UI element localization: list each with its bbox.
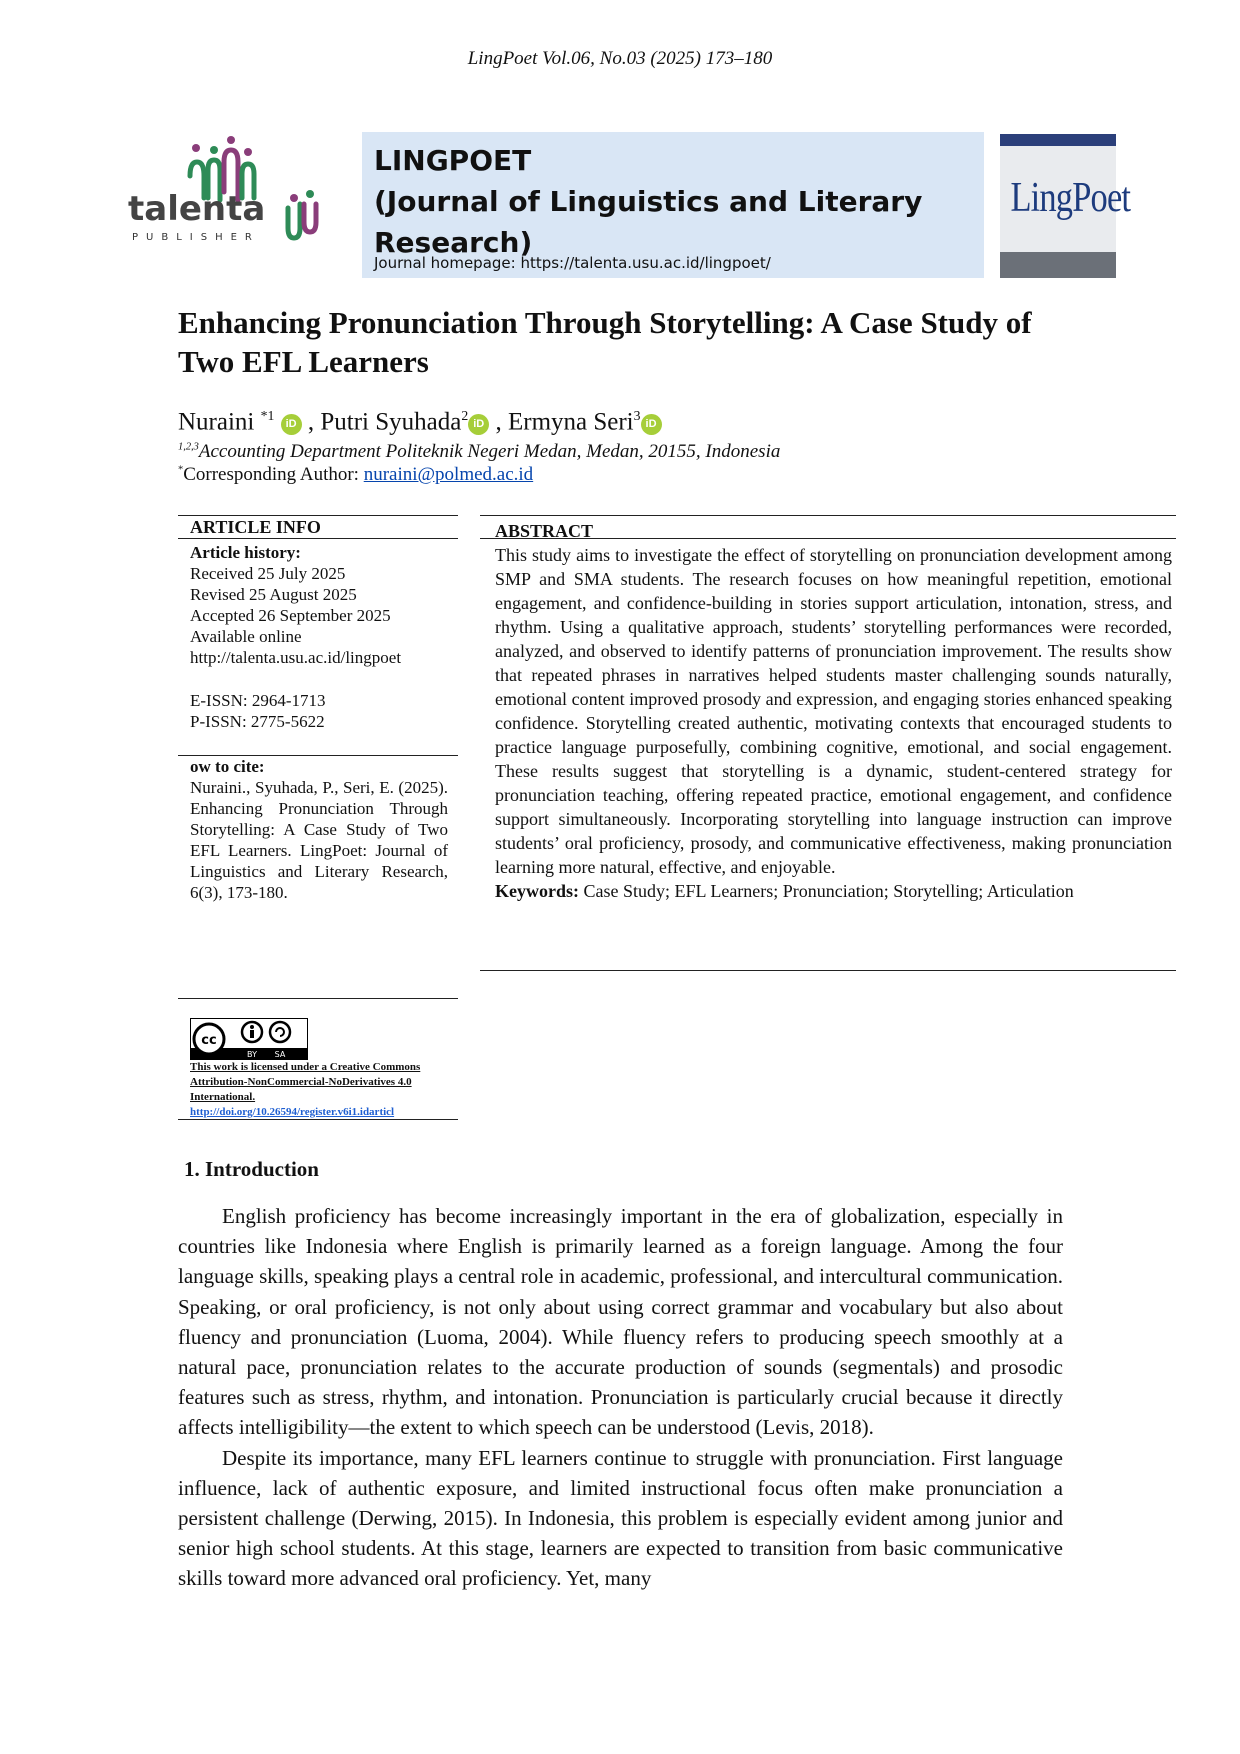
orcid-icon[interactable]: iD xyxy=(281,414,302,435)
license-link[interactable]: This work is licensed under a Creative Commons Attribution-NonCommercial-NoDerivatives 4.0 International. xyxy=(190,1061,421,1103)
author-name: , Putri Syuhada xyxy=(307,408,462,436)
cc-by-sa-icon[interactable] xyxy=(190,1018,308,1060)
orcid-icon[interactable]: iD xyxy=(468,414,489,435)
doi-link[interactable]: http://doi.org/10.26594/register.v6i1.idarticl xyxy=(190,1106,395,1118)
license-block xyxy=(190,1018,438,1120)
publisher-logo xyxy=(128,132,354,252)
divider xyxy=(480,515,1176,516)
journal-name: LINGPOET (Journal of Linguistics and Literary Research) xyxy=(374,144,923,259)
journal-header-band xyxy=(362,132,984,278)
received-date: Received 25 July 2025 xyxy=(190,564,346,583)
available-online: Available online xyxy=(190,627,302,646)
svg-text:SA: SA xyxy=(274,1050,286,1059)
article-info xyxy=(178,517,458,903)
publisher-wordmark: talenta xyxy=(128,189,266,229)
svg-text:BY: BY xyxy=(247,1050,257,1059)
eissn: E-ISSN: 2964-1713 xyxy=(190,691,326,710)
divider xyxy=(178,998,458,999)
svg-text:cc: cc xyxy=(201,1033,217,1048)
journal-homepage[interactable]: Journal homepage: https://talenta.usu.ac.id/lingpoet/ xyxy=(374,254,771,272)
author-name: Nuraini xyxy=(178,408,261,436)
corresponding-author: *Corresponding Author: nuraini@polmed.ac.id xyxy=(178,464,534,485)
paragraph: Despite its importance, many EFL learners continue to struggle with pronunciation. First language influence, lack of authentic exposure, and limited instructional focus often make pronunciation a persistent challenge (Derwing, 2015). In Indonesia, this problem is especially evident among junior and senior high school students. At this stage, learners are expected to transition from basic communicative skills toward more advanced oral proficiency. Yet, many xyxy=(178,1445,1063,1591)
journal-url[interactable]: http://talenta.usu.ac.id/lingpoet xyxy=(190,648,402,667)
article-history-label: Article history: xyxy=(190,543,301,562)
affiliation: $^{1,2,3}$Accounting Department Politeknik Negeri Medan, Medan, 20155, Indonesia xyxy=(178,441,781,462)
abstract-heading: ABSTRACT xyxy=(495,521,594,541)
keywords: Keywords: Case Study; EFL Learners; Pronunciation; Storytelling; Articulation xyxy=(495,881,1074,901)
accepted-date: Accepted 26 September 2025 xyxy=(190,606,391,625)
introduction-body xyxy=(178,1201,1063,1594)
pissn: P-ISSN: 2775-5622 xyxy=(190,712,325,731)
publisher-tagline: PUBLISHER xyxy=(132,232,260,243)
article-info-heading: ARTICLE INFO xyxy=(190,517,321,537)
abstract-text: This study aims to investigate the effect of storytelling on pronunciation development among SMP and SMA students. The research focuses on how meaningful repetition, emotional engagement, and confidence-building in stories support articulation, intonation, stress, and rhythm. Using a qualitative approach, students’ storytelling performances were recorded, analyzed, and observed to identify patterns of pronunciation improvement. The results show that repeated phrases in narratives helped students master challenging sounds naturally, emotional content improved prosody and expression, and engaging stories enhanced speaking confidence. Storytelling created authentic, motivating contexts that encouraged students to practice language purposefully, combining cognitive, emotional, and social engagement. These results suggest that storytelling is a dynamic, student-centered strategy for pronunciation teaching, offering repeated practice, emotional engagement, and confidence support simultaneously. Incorporating storytelling into language instruction can improve students’ oral proficiency, prosody, and communicative effectiveness, making pronunciation learning more natural, effective, and enjoyable. xyxy=(495,545,1172,877)
orcid-icon[interactable]: iD xyxy=(641,414,662,435)
paragraph: English proficiency has become increasingly important in the era of globalization, especially in countries like Indonesia where English is primarily learned as a foreign language. Among the four language skills, speaking plays a central role in academic, professional, and intercultural communication. Speaking, or oral proficiency, is not only about using correct grammar and vocabulary but also about fluency and pronunciation (Luoma, 2004). While fluency refers to producing speech smoothly at a natural pace, pronunciation relates to the accurate production of sounds (segmentals) and prosodic features such as stress, rhythm, and intonation. Pronunciation is particularly crucial because it directly affects intelligibility—the extent to which speech can be understood (Levis, 2018). xyxy=(178,1204,1063,1440)
corresponding-email-link[interactable]: nuraini@polmed.ac.id xyxy=(363,464,534,485)
revised-date: Revised 25 August 2025 xyxy=(190,585,357,604)
journal-cover xyxy=(1000,134,1131,278)
author-name: , Ermyna Seri xyxy=(495,408,634,436)
section-heading: 1. Introduction xyxy=(184,1157,319,1181)
divider xyxy=(480,970,1176,971)
cover-title: LingPoet xyxy=(1010,175,1131,221)
divider xyxy=(178,515,458,516)
author-list: Nuraini $^{*1}$ iD , Putri Syuhada$^2$iD , Ermyna Seri$^3$iD xyxy=(178,408,662,436)
paper-title: Enhancing Pronunciation Through Storytelling: A Case Study of Two EFL Learners xyxy=(178,305,1032,379)
cite-text: Nuraini., Syuhada, P., Seri, E. (2025). Enhancing Pronunciation Through Storytelling: A Case Study of Two EFL Learners. LingPoet: Journal of Linguistics and Literary Research, 6(3), 173-180. xyxy=(190,778,448,902)
cite-label: ow to cite: xyxy=(190,757,265,776)
abstract xyxy=(495,519,1172,903)
running-head: LingPoet Vol.06, No.03 (2025) 173–180 xyxy=(467,48,773,69)
